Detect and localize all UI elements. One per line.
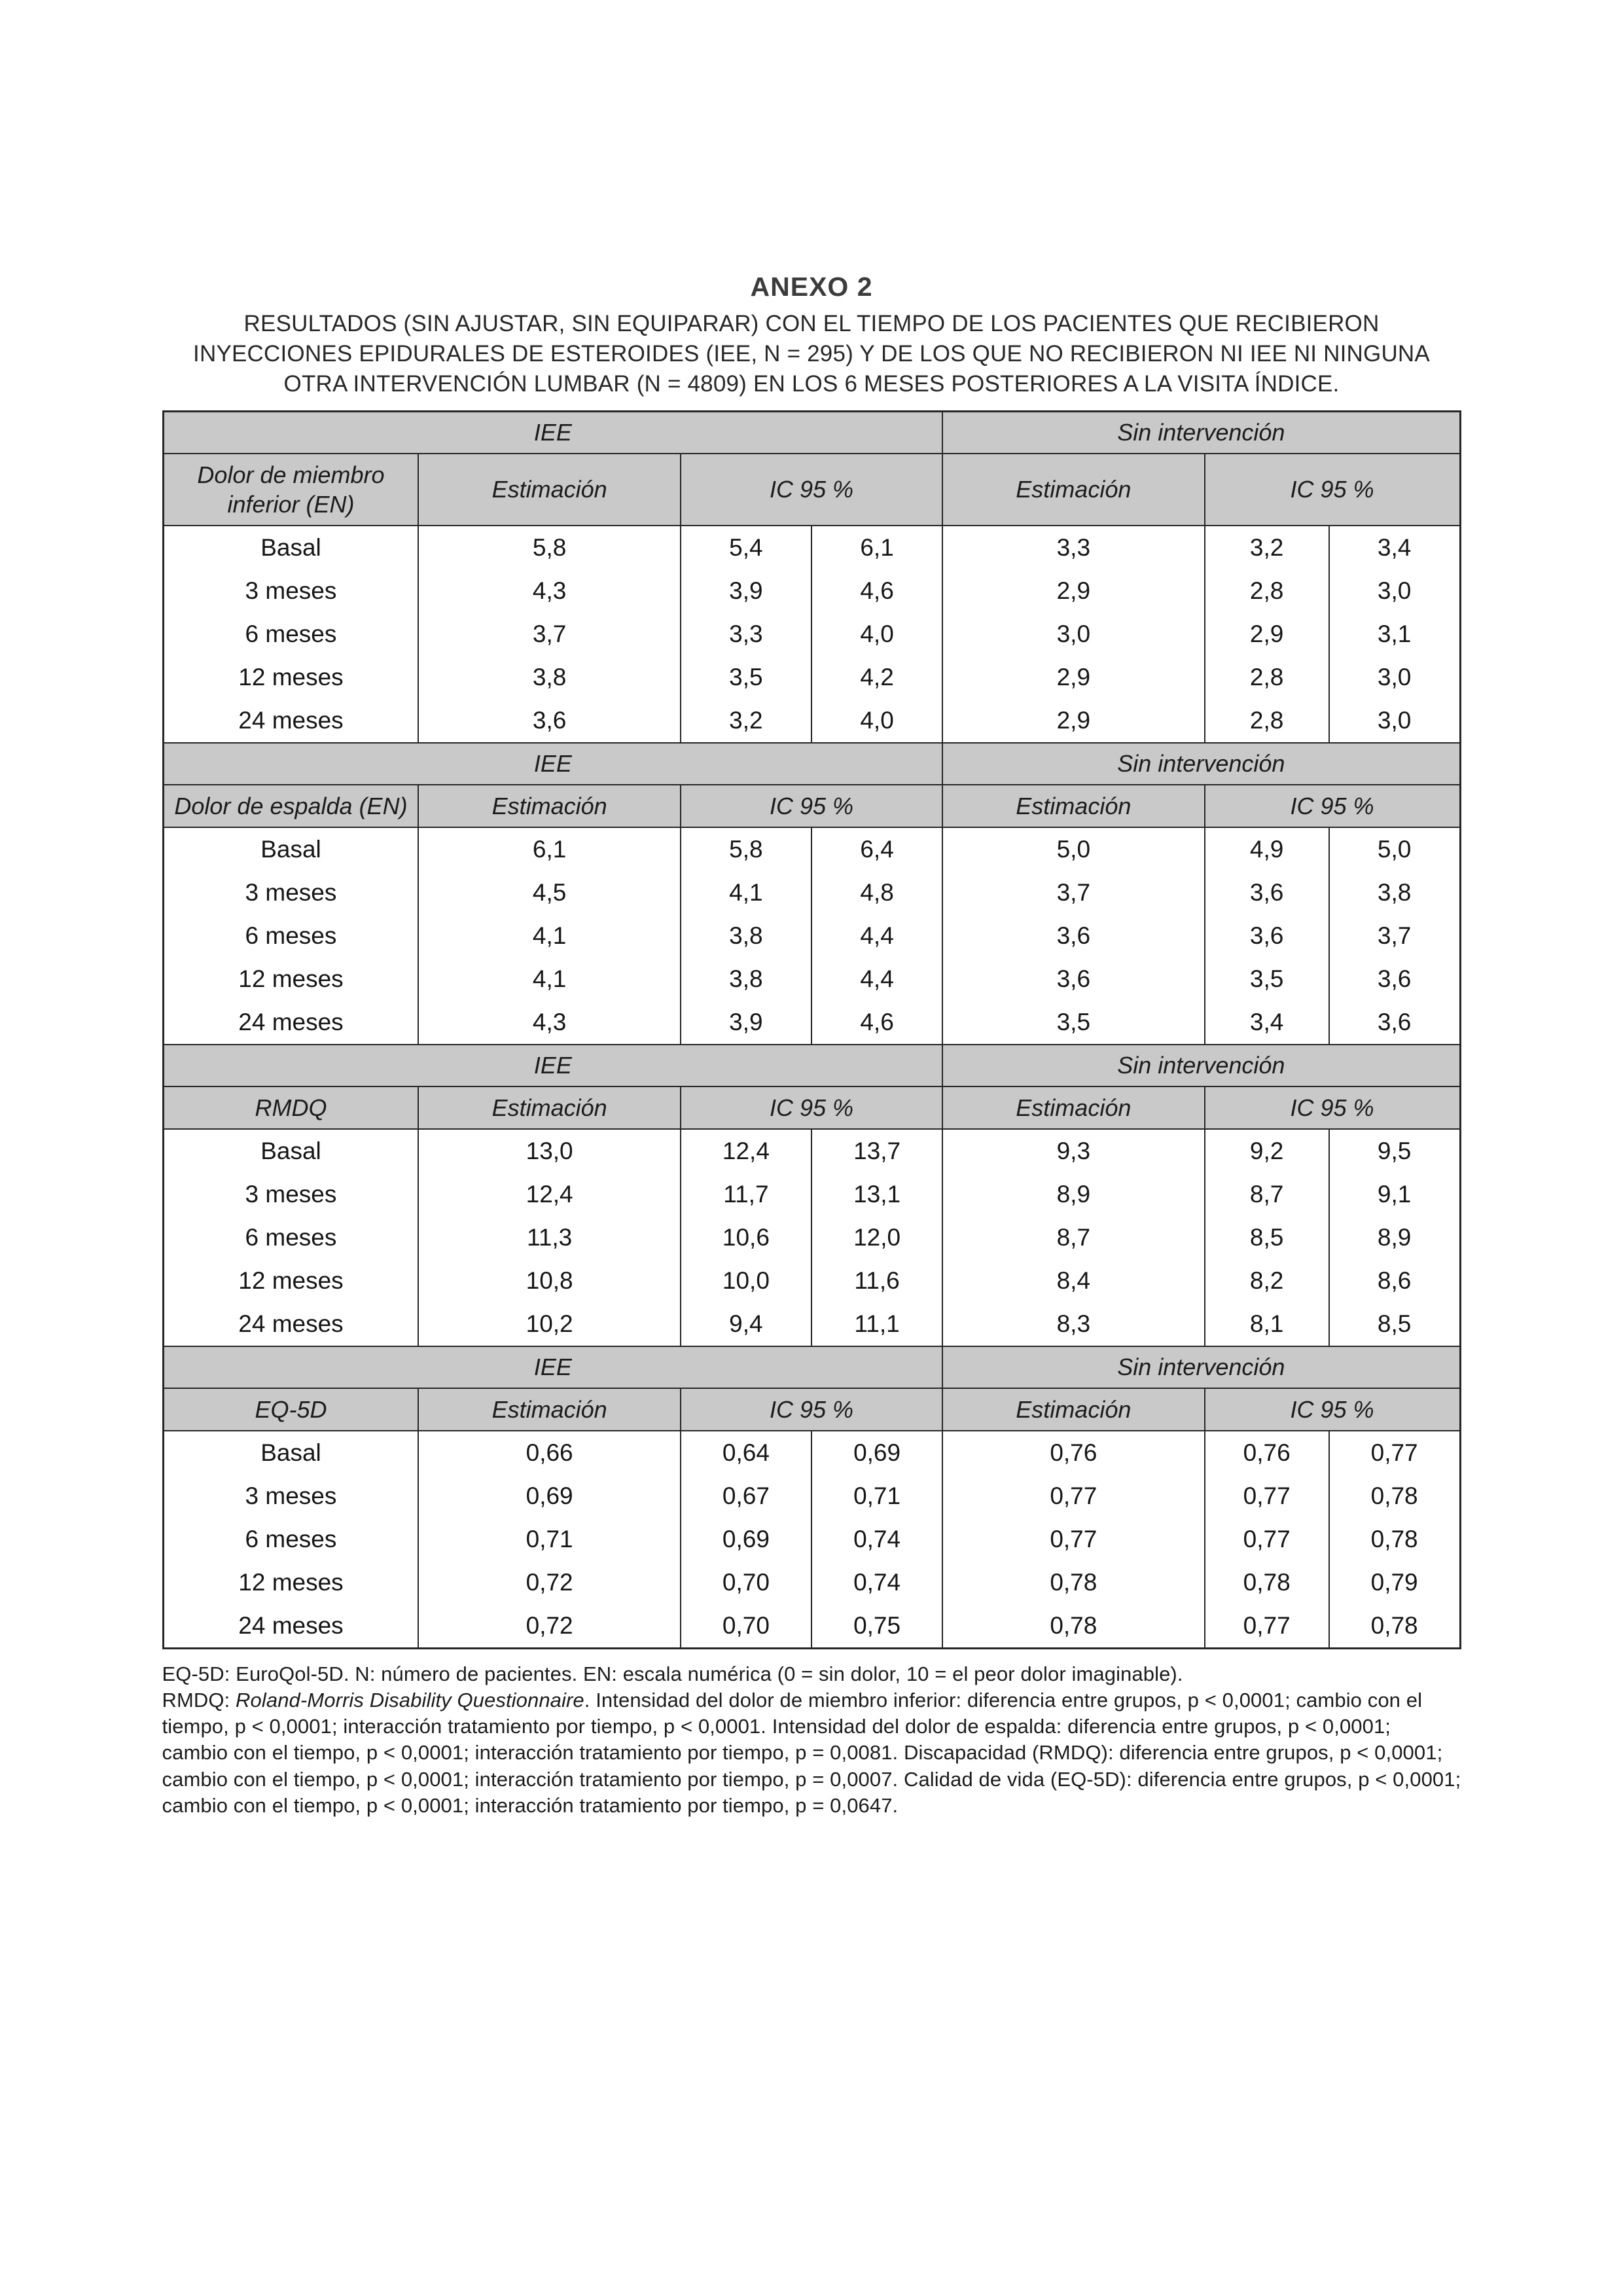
section-label: EQ-5D bbox=[163, 1388, 418, 1431]
value-cell: 3,6 bbox=[942, 914, 1204, 958]
value-cell: 10,2 bbox=[418, 1302, 680, 1346]
group-header-row bbox=[163, 1346, 1460, 1388]
value-cell: 3,4 bbox=[1205, 1001, 1329, 1045]
value-cell: 11,3 bbox=[418, 1216, 680, 1259]
subheader-ic95: IC 95 % bbox=[1205, 454, 1460, 526]
value-cell: 4,1 bbox=[681, 871, 812, 914]
subheader-estimacion: Estimación bbox=[942, 1086, 1204, 1129]
value-cell: 8,2 bbox=[1205, 1259, 1329, 1302]
value-cell: 9,5 bbox=[1329, 1129, 1460, 1173]
row-label: 6 meses bbox=[163, 1518, 418, 1561]
value-cell: 3,7 bbox=[1329, 914, 1460, 958]
page-title: ANEXO 2 bbox=[750, 272, 873, 302]
value-cell: 8,7 bbox=[942, 1216, 1204, 1259]
value-cell: 3,5 bbox=[1205, 958, 1329, 1001]
value-cell: 5,8 bbox=[418, 526, 680, 569]
value-cell: 0,72 bbox=[418, 1604, 680, 1649]
value-cell: 0,79 bbox=[1329, 1561, 1460, 1604]
footnote-italic-text: Roland-Morris Disability Questionnaire bbox=[236, 1688, 584, 1712]
value-cell: 0,78 bbox=[1329, 1475, 1460, 1518]
value-cell: 10,6 bbox=[681, 1216, 812, 1259]
value-cell: 0,76 bbox=[1205, 1431, 1329, 1475]
value-cell: 0,72 bbox=[418, 1561, 680, 1604]
value-cell: 13,0 bbox=[418, 1129, 680, 1173]
value-cell: 8,9 bbox=[1329, 1216, 1460, 1259]
value-cell: 4,6 bbox=[812, 569, 942, 613]
group-header-iee: IEE bbox=[163, 1045, 942, 1086]
value-cell: 4,4 bbox=[812, 914, 942, 958]
value-cell: 11,6 bbox=[812, 1259, 942, 1302]
group-header-row bbox=[163, 1045, 1460, 1086]
value-cell: 3,8 bbox=[681, 958, 812, 1001]
subheader-ic95: IC 95 % bbox=[1205, 785, 1460, 827]
group-header-sin-intervencion: Sin intervención bbox=[942, 1045, 1460, 1086]
value-cell: 12,4 bbox=[681, 1129, 812, 1173]
row-label: 12 meses bbox=[163, 958, 418, 1001]
value-cell: 3,6 bbox=[1329, 958, 1460, 1001]
table-row bbox=[163, 1431, 1460, 1475]
value-cell: 0,77 bbox=[1205, 1604, 1329, 1649]
value-cell: 9,4 bbox=[681, 1302, 812, 1346]
value-cell: 2,9 bbox=[1205, 613, 1329, 656]
value-cell: 12,0 bbox=[812, 1216, 942, 1259]
row-label: 12 meses bbox=[163, 1259, 418, 1302]
value-cell: 0,66 bbox=[418, 1431, 680, 1475]
value-cell: 0,78 bbox=[942, 1604, 1204, 1649]
table-row bbox=[163, 1001, 1460, 1045]
row-label: 24 meses bbox=[163, 1001, 418, 1045]
group-header-sin-intervencion: Sin intervención bbox=[942, 411, 1460, 454]
row-label: 12 meses bbox=[163, 656, 418, 699]
value-cell: 13,7 bbox=[812, 1129, 942, 1173]
subheader-estimacion: Estimación bbox=[418, 454, 680, 526]
table-row bbox=[163, 827, 1460, 871]
group-header-iee: IEE bbox=[163, 743, 942, 785]
table-row bbox=[163, 1604, 1460, 1649]
value-cell: 0,77 bbox=[1205, 1518, 1329, 1561]
group-header-row bbox=[163, 411, 1460, 454]
row-label: 3 meses bbox=[163, 1475, 418, 1518]
value-cell: 0,70 bbox=[681, 1604, 812, 1649]
value-cell: 3,6 bbox=[418, 699, 680, 743]
value-cell: 3,0 bbox=[942, 613, 1204, 656]
value-cell: 3,5 bbox=[942, 1001, 1204, 1045]
value-cell: 0,71 bbox=[812, 1475, 942, 1518]
value-cell: 4,2 bbox=[812, 656, 942, 699]
value-cell: 0,78 bbox=[942, 1561, 1204, 1604]
footnote-line-1: EQ-5D: EuroQol-5D. N: número de pacientes. EN: escala numérica (0 = sin dolor, 10 = el peor dolor imaginable). bbox=[162, 1662, 1183, 1685]
value-cell: 0,74 bbox=[812, 1561, 942, 1604]
value-cell: 0,77 bbox=[1205, 1475, 1329, 1518]
value-cell: 3,8 bbox=[681, 914, 812, 958]
group-header-sin-intervencion: Sin intervención bbox=[942, 1346, 1460, 1388]
results-table bbox=[162, 410, 1461, 1649]
value-cell: 0,69 bbox=[418, 1475, 680, 1518]
value-cell: 0,77 bbox=[942, 1518, 1204, 1561]
value-cell: 4,5 bbox=[418, 871, 680, 914]
table-row bbox=[163, 1518, 1460, 1561]
value-cell: 3,6 bbox=[1329, 1001, 1460, 1045]
subheader-row bbox=[163, 1388, 1460, 1431]
value-cell: 12,4 bbox=[418, 1173, 680, 1216]
subheader-ic95: IC 95 % bbox=[681, 454, 942, 526]
value-cell: 0,77 bbox=[942, 1475, 1204, 1518]
value-cell: 5,4 bbox=[681, 526, 812, 569]
value-cell: 4,4 bbox=[812, 958, 942, 1001]
value-cell: 2,8 bbox=[1205, 699, 1329, 743]
table-row bbox=[163, 958, 1460, 1001]
value-cell: 3,8 bbox=[418, 656, 680, 699]
value-cell: 4,6 bbox=[812, 1001, 942, 1045]
value-cell: 0,75 bbox=[812, 1604, 942, 1649]
value-cell: 4,1 bbox=[418, 958, 680, 1001]
value-cell: 8,4 bbox=[942, 1259, 1204, 1302]
row-label: 6 meses bbox=[163, 613, 418, 656]
value-cell: 3,2 bbox=[681, 699, 812, 743]
table-row bbox=[163, 871, 1460, 914]
value-cell: 2,8 bbox=[1205, 569, 1329, 613]
table-row bbox=[163, 613, 1460, 656]
table-row bbox=[163, 1259, 1460, 1302]
value-cell: 8,5 bbox=[1205, 1216, 1329, 1259]
table-row bbox=[163, 699, 1460, 743]
value-cell: 8,5 bbox=[1329, 1302, 1460, 1346]
row-label: Basal bbox=[163, 1129, 418, 1173]
subheader-estimacion: Estimación bbox=[942, 454, 1204, 526]
value-cell: 4,8 bbox=[812, 871, 942, 914]
section-label: RMDQ bbox=[163, 1086, 418, 1129]
footnote-text: RMDQ: bbox=[162, 1688, 236, 1712]
value-cell: 5,8 bbox=[681, 827, 812, 871]
value-cell: 9,3 bbox=[942, 1129, 1204, 1173]
page-content bbox=[162, 0, 1461, 1819]
value-cell: 0,78 bbox=[1329, 1604, 1460, 1649]
subheader-estimacion: Estimación bbox=[418, 785, 680, 827]
value-cell: 3,0 bbox=[1329, 656, 1460, 699]
table-row bbox=[163, 1216, 1460, 1259]
subheader-ic95: IC 95 % bbox=[681, 785, 942, 827]
row-label: 24 meses bbox=[163, 1604, 418, 1649]
table-row bbox=[163, 656, 1460, 699]
row-label: 12 meses bbox=[163, 1561, 418, 1604]
value-cell: 0,77 bbox=[1329, 1431, 1460, 1475]
value-cell: 8,9 bbox=[942, 1173, 1204, 1216]
value-cell: 4,3 bbox=[418, 1001, 680, 1045]
value-cell: 3,2 bbox=[1205, 526, 1329, 569]
value-cell: 0,69 bbox=[812, 1431, 942, 1475]
row-label: 6 meses bbox=[163, 1216, 418, 1259]
value-cell: 3,3 bbox=[942, 526, 1204, 569]
value-cell: 3,7 bbox=[942, 871, 1204, 914]
table-row bbox=[163, 1561, 1460, 1604]
subheader-ic95: IC 95 % bbox=[1205, 1388, 1460, 1431]
value-cell: 2,8 bbox=[1205, 656, 1329, 699]
value-cell: 0,71 bbox=[418, 1518, 680, 1561]
value-cell: 4,9 bbox=[1205, 827, 1329, 871]
value-cell: 6,4 bbox=[812, 827, 942, 871]
subheader-estimacion: Estimación bbox=[418, 1388, 680, 1431]
value-cell: 8,1 bbox=[1205, 1302, 1329, 1346]
subheader-ic95: IC 95 % bbox=[1205, 1086, 1460, 1129]
row-label: 3 meses bbox=[163, 569, 418, 613]
group-header-iee: IEE bbox=[163, 1346, 942, 1388]
row-label: Basal bbox=[163, 1431, 418, 1475]
row-label: 24 meses bbox=[163, 699, 418, 743]
footnote bbox=[162, 1661, 1461, 1820]
value-cell: 0,64 bbox=[681, 1431, 812, 1475]
value-cell: 4,1 bbox=[418, 914, 680, 958]
value-cell: 4,3 bbox=[418, 569, 680, 613]
value-cell: 3,6 bbox=[1205, 871, 1329, 914]
value-cell: 0,69 bbox=[681, 1518, 812, 1561]
group-header-iee: IEE bbox=[163, 411, 942, 454]
footnote-text: . Intensidad del dolor de miembro inferior: diferencia entre grupos, p < 0,0001; cambio con el tiempo, p < 0,0001; interacción tratamiento por tiempo, p < 0,0001. Intensidad del dolor de espalda: diferencia entre grupos, p < 0,0001; cambio con el tiempo, p < 0,0001; interacción tratamiento por tiempo, p = 0,0081. Discapacidad (RMDQ): diferencia entre grupos, p < 0,0001; cambio con el tiempo, p < 0,0001; interacción tratamiento por tiempo, p = 0,0007. Calidad de vida (EQ-5D): diferencia entre grupos, p < 0,0001; cambio con el tiempo, p < 0,0001; interacción tratamiento por tiempo, p = 0,0647. bbox=[162, 1688, 1461, 1818]
value-cell: 3,9 bbox=[681, 569, 812, 613]
table-row bbox=[163, 569, 1460, 613]
value-cell: 0,67 bbox=[681, 1475, 812, 1518]
value-cell: 6,1 bbox=[418, 827, 680, 871]
value-cell: 5,0 bbox=[942, 827, 1204, 871]
value-cell: 3,7 bbox=[418, 613, 680, 656]
row-label: Basal bbox=[163, 526, 418, 569]
value-cell: 3,8 bbox=[1329, 871, 1460, 914]
value-cell: 0,78 bbox=[1205, 1561, 1329, 1604]
value-cell: 11,1 bbox=[812, 1302, 942, 1346]
value-cell: 9,2 bbox=[1205, 1129, 1329, 1173]
value-cell: 0,78 bbox=[1329, 1518, 1460, 1561]
group-header-row bbox=[163, 743, 1460, 785]
value-cell: 0,76 bbox=[942, 1431, 1204, 1475]
table-row bbox=[163, 914, 1460, 958]
value-cell: 8,3 bbox=[942, 1302, 1204, 1346]
value-cell: 11,7 bbox=[681, 1173, 812, 1216]
row-label: 24 meses bbox=[163, 1302, 418, 1346]
table-row bbox=[163, 1129, 1460, 1173]
value-cell: 3,4 bbox=[1329, 526, 1460, 569]
value-cell: 3,3 bbox=[681, 613, 812, 656]
section-label: Dolor de miembro inferior (EN) bbox=[163, 454, 418, 526]
subheader-row bbox=[163, 454, 1460, 526]
value-cell: 3,6 bbox=[1205, 914, 1329, 958]
value-cell: 8,7 bbox=[1205, 1173, 1329, 1216]
table-row bbox=[163, 1475, 1460, 1518]
value-cell: 2,9 bbox=[942, 699, 1204, 743]
group-header-sin-intervencion: Sin intervención bbox=[942, 743, 1460, 785]
value-cell: 2,9 bbox=[942, 656, 1204, 699]
value-cell: 9,1 bbox=[1329, 1173, 1460, 1216]
value-cell: 8,6 bbox=[1329, 1259, 1460, 1302]
section-label: Dolor de espalda (EN) bbox=[163, 785, 418, 827]
value-cell: 3,0 bbox=[1329, 569, 1460, 613]
subheader-row bbox=[163, 785, 1460, 827]
value-cell: 4,0 bbox=[812, 613, 942, 656]
value-cell: 5,0 bbox=[1329, 827, 1460, 871]
value-cell: 3,5 bbox=[681, 656, 812, 699]
value-cell: 10,8 bbox=[418, 1259, 680, 1302]
subheader-ic95: IC 95 % bbox=[681, 1086, 942, 1129]
value-cell: 2,9 bbox=[942, 569, 1204, 613]
table-row bbox=[163, 1173, 1460, 1216]
subheader-ic95: IC 95 % bbox=[681, 1388, 942, 1431]
value-cell: 0,74 bbox=[812, 1518, 942, 1561]
page-subtitle: RESULTADOS (SIN AJUSTAR, SIN EQUIPARAR) CON EL TIEMPO DE LOS PACIENTES QUE RECIBIERON INYECCIONES EPIDURALES DE ESTEROIDES (IEE, N = 295) Y DE LOS QUE NO RECIBIERON NI IEE NI NINGUNA OTRA INTERVENCIÓN LUMBAR (N = 4809) EN LOS 6 MESES POSTERIORES A LA VISITA ÍNDICE. bbox=[193, 311, 1430, 397]
table-row bbox=[163, 1302, 1460, 1346]
footnote-line-2 bbox=[162, 1687, 1461, 1819]
subheader-estimacion: Estimación bbox=[942, 1388, 1204, 1431]
value-cell: 3,1 bbox=[1329, 613, 1460, 656]
value-cell: 0,70 bbox=[681, 1561, 812, 1604]
row-label: Basal bbox=[163, 827, 418, 871]
table-body bbox=[163, 411, 1460, 1648]
subheader-estimacion: Estimación bbox=[942, 785, 1204, 827]
value-cell: 13,1 bbox=[812, 1173, 942, 1216]
row-label: 3 meses bbox=[163, 1173, 418, 1216]
table-row bbox=[163, 526, 1460, 569]
value-cell: 4,0 bbox=[812, 699, 942, 743]
subheader-estimacion: Estimación bbox=[418, 1086, 680, 1129]
row-label: 3 meses bbox=[163, 871, 418, 914]
value-cell: 6,1 bbox=[812, 526, 942, 569]
value-cell: 3,9 bbox=[681, 1001, 812, 1045]
row-label: 6 meses bbox=[163, 914, 418, 958]
value-cell: 3,6 bbox=[942, 958, 1204, 1001]
subheader-row bbox=[163, 1086, 1460, 1129]
value-cell: 3,0 bbox=[1329, 699, 1460, 743]
value-cell: 10,0 bbox=[681, 1259, 812, 1302]
